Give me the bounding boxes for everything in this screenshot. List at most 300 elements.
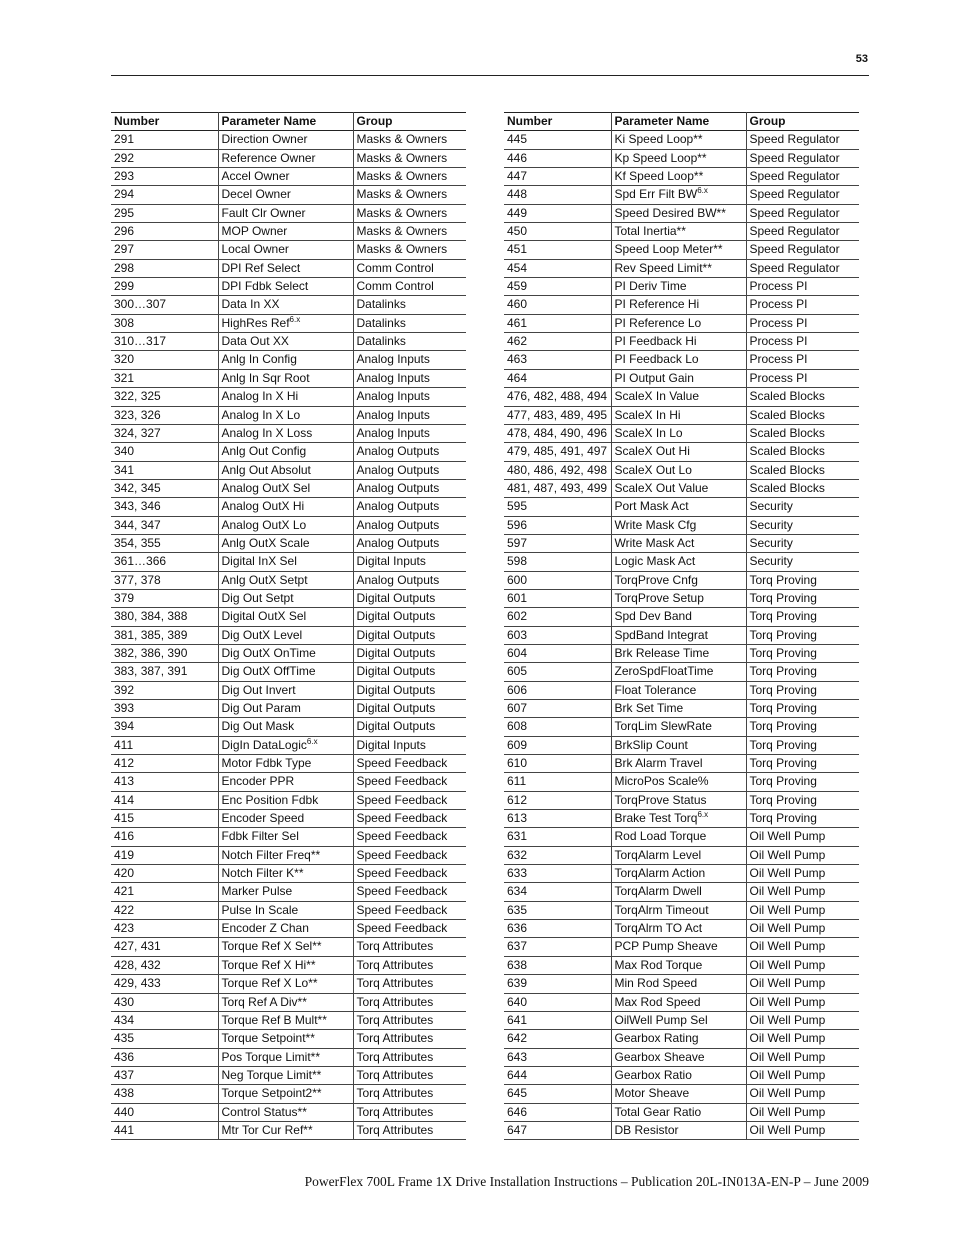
parameter-group: Speed Feedback [356, 756, 448, 771]
parameter-number: 607 [504, 700, 611, 718]
parameter-group: Scaled Blocks [749, 462, 825, 477]
parameter-group: Analog Outputs [356, 462, 440, 477]
parameter-name [611, 920, 746, 938]
parameter-group: Digital Outputs [356, 719, 436, 734]
table-row [504, 461, 859, 479]
parameter-number: 292 [111, 149, 218, 167]
table-row [504, 1121, 859, 1139]
parameter-name [611, 498, 746, 516]
table-row [504, 700, 859, 718]
parameter-group: Masks & Owners [356, 187, 448, 202]
parameter-group: Scaled Blocks [749, 389, 825, 404]
table-row [111, 278, 466, 296]
parameter-group: Torq Attributes [356, 976, 434, 991]
parameter-name-text: MOP Owner [221, 224, 288, 239]
parameter-name [611, 241, 746, 259]
parameter-group: Speed Regulator [749, 187, 840, 202]
parameter-name [611, 865, 746, 883]
parameter-group: Speed Feedback [356, 811, 448, 826]
parameter-name [218, 149, 353, 167]
table-row [504, 681, 859, 699]
column-header-number: Number [504, 113, 611, 131]
table-row [504, 626, 859, 644]
parameter-name-text: Dig Out Param [221, 701, 301, 715]
table-row [111, 865, 466, 883]
parameter-name [218, 204, 353, 222]
parameter-number: 445 [504, 131, 611, 149]
table-row [504, 993, 859, 1011]
parameter-number: 420 [111, 865, 218, 883]
parameter-number: 414 [111, 791, 218, 809]
parameter-name [611, 791, 746, 809]
table-row [111, 773, 466, 791]
parameter-name-text: Marker Pulse [221, 884, 293, 899]
table-row [504, 920, 859, 938]
parameter-name [611, 736, 746, 754]
table-row [504, 663, 859, 681]
table-row [504, 223, 859, 241]
parameter-name [218, 571, 353, 589]
parameter-number: 643 [504, 1048, 611, 1066]
parameter-name-text: Local Owner [221, 242, 289, 257]
parameter-number: 606 [504, 681, 611, 699]
table-row [111, 333, 466, 351]
table-row [111, 553, 466, 571]
parameter-group: Analog Outputs [356, 517, 440, 532]
table-row [111, 406, 466, 424]
table-row [111, 901, 466, 919]
parameter-name-text: Analog OutX Lo [221, 517, 307, 532]
parameter-group: Oil Well Pump [749, 1031, 826, 1046]
parameter-name [218, 1048, 353, 1066]
parameter-number: 429, 433 [111, 975, 218, 993]
table-row [111, 663, 466, 681]
parameter-name [218, 736, 353, 754]
parameter-name [218, 846, 353, 864]
parameter-name [611, 424, 746, 442]
parameter-number: 295 [111, 204, 218, 222]
parameter-name [218, 681, 353, 699]
parameter-number: 427, 431 [111, 938, 218, 956]
parameter-group: Datalinks [356, 315, 406, 330]
parameter-number: 423 [111, 920, 218, 938]
table-row [111, 388, 466, 406]
parameter-number: 321 [111, 369, 218, 387]
parameter-name-text: Speed Loop Meter** [614, 242, 723, 257]
parameter-number: 340 [111, 443, 218, 461]
table-row [111, 791, 466, 809]
table-row [504, 1011, 859, 1029]
parameter-name [611, 149, 746, 167]
parameter-group: Oil Well Pump [749, 957, 826, 972]
table-row [111, 736, 466, 754]
table-row [504, 865, 859, 883]
table-row [504, 1030, 859, 1048]
table-row [504, 479, 859, 497]
parameter-name-text: Notch Filter K** [221, 866, 304, 881]
parameter-name [218, 828, 353, 846]
parameter-number: 299 [111, 278, 218, 296]
table-row [504, 351, 859, 369]
table-header-row [504, 113, 859, 131]
parameter-group: Oil Well Pump [749, 1012, 826, 1027]
parameter-number: 461 [504, 314, 611, 332]
parameter-number: 595 [504, 498, 611, 516]
parameter-name-text: Max Rod Torque [614, 957, 703, 972]
parameter-number: 608 [504, 718, 611, 736]
parameter-name-text: TorqProve Cnfg [614, 572, 698, 587]
parameter-name-text: Anlg In Config [221, 352, 297, 367]
parameter-name-text: Anlg Out Config [221, 444, 307, 459]
table-row [504, 846, 859, 864]
parameter-name-text: DPI Ref Select [221, 260, 301, 275]
table-row [111, 168, 466, 186]
parameter-number: 324, 327 [111, 424, 218, 442]
parameter-name-text: Motor Sheave [614, 1086, 690, 1101]
parameter-name [611, 755, 746, 773]
version-superscript: 6.x [289, 314, 301, 324]
parameter-name-text: Spd Err Filt BW [614, 187, 698, 202]
parameter-name-text: Total Gear Ratio [614, 1104, 702, 1119]
parameter-number: 310…317 [111, 333, 218, 351]
table-row [111, 479, 466, 497]
parameter-number: 641 [504, 1011, 611, 1029]
parameter-name [611, 553, 746, 571]
parameter-name [218, 956, 353, 974]
parameter-name [611, 314, 746, 332]
parameter-number: 603 [504, 626, 611, 644]
parameter-group: Oil Well Pump [749, 921, 826, 936]
parameter-name [218, 589, 353, 607]
table-row [111, 314, 466, 332]
parameter-name [611, 333, 746, 351]
table-row [111, 644, 466, 662]
table-row [111, 571, 466, 589]
parameter-name-text: Notch Filter Freq** [221, 847, 321, 862]
table-row [504, 131, 859, 149]
version-superscript: 6.x [697, 810, 709, 820]
parameter-name [218, 461, 353, 479]
parameter-table-right [504, 112, 859, 1140]
parameter-number: 361…366 [111, 553, 218, 571]
parameter-name-text: Accel Owner [221, 169, 290, 184]
table-row [504, 938, 859, 956]
parameter-group: Torq Attributes [356, 1049, 434, 1064]
parameter-number: 478, 484, 490, 496 [504, 424, 611, 442]
parameter-name-text: Ki Speed Loop** [614, 132, 703, 147]
parameter-name [611, 1103, 746, 1121]
parameter-name-text: Brk Release Time [614, 645, 710, 660]
table-row [111, 993, 466, 1011]
parameter-group: Speed Feedback [356, 902, 448, 917]
table-row [111, 131, 466, 149]
parameter-name [611, 388, 746, 406]
table-row [504, 828, 859, 846]
table-row [504, 241, 859, 259]
parameter-name [218, 1011, 353, 1029]
parameter-name [611, 846, 746, 864]
parameter-group: Speed Feedback [356, 866, 448, 881]
parameter-name [611, 608, 746, 626]
parameter-name [218, 479, 353, 497]
parameter-name [611, 461, 746, 479]
parameter-name [218, 351, 353, 369]
table-row [504, 534, 859, 552]
table-row [504, 1085, 859, 1103]
parameter-group: Digital Outputs [356, 645, 436, 660]
parameter-name [611, 369, 746, 387]
table-row [111, 259, 466, 277]
table-row [504, 1066, 859, 1084]
parameter-group: Speed Regulator [749, 169, 840, 184]
parameter-name-text: TorqLim SlewRate [614, 719, 712, 734]
parameter-name-text: Speed Desired BW** [614, 205, 726, 220]
parameter-number: 464 [504, 369, 611, 387]
table-row [111, 975, 466, 993]
parameter-number: 343, 346 [111, 498, 218, 516]
parameter-name-text: Analog In X Hi [221, 389, 299, 404]
parameter-group: Torq Proving [749, 609, 817, 624]
parameter-group: Torq Proving [749, 811, 817, 826]
parameter-group: Torq Attributes [356, 1067, 434, 1082]
parameter-number: 322, 325 [111, 388, 218, 406]
parameter-name-text: Digital OutX Sel [221, 609, 307, 624]
table-row [504, 718, 859, 736]
parameter-group: Digital Outputs [356, 590, 436, 605]
parameter-number: 633 [504, 865, 611, 883]
parameter-name-text: TorqProve Status [614, 792, 707, 807]
parameter-group: Analog Outputs [356, 535, 440, 550]
parameter-name-text: Fdbk Filter Sel [221, 829, 299, 844]
parameter-name [611, 718, 746, 736]
parameter-number: 636 [504, 920, 611, 938]
parameter-name-text: Kf Speed Loop** [614, 169, 704, 184]
parameter-name [611, 351, 746, 369]
parameter-name-text: Enc Position Fdbk [221, 792, 319, 807]
parameter-number: 341 [111, 461, 218, 479]
parameter-name-text: ScaleX In Hi [614, 407, 681, 422]
parameter-name-text: Write Mask Cfg [614, 517, 697, 532]
parameter-name [611, 131, 746, 149]
table-row [504, 1048, 859, 1066]
parameter-name-text: Torque Ref X Lo** [221, 976, 318, 991]
parameter-group: Oil Well Pump [749, 829, 826, 844]
version-superscript: 6.x [697, 186, 708, 196]
parameter-name-text: TorqAlrm TO Act [614, 921, 703, 936]
parameter-name [611, 700, 746, 718]
parameter-number: 382, 386, 390 [111, 644, 218, 662]
parameter-group: Analog Outputs [356, 499, 440, 514]
parameter-group: Torq Proving [749, 792, 817, 807]
parameter-name-text: Digital InX Sel [221, 554, 297, 569]
parameter-name-text: Pos Torque Limit** [221, 1049, 320, 1064]
parameter-name [611, 571, 746, 589]
parameter-name [218, 296, 353, 314]
parameter-group: Analog Outputs [356, 444, 440, 459]
parameter-name [611, 589, 746, 607]
table-row [111, 700, 466, 718]
table-row [111, 1048, 466, 1066]
parameter-name-text: Analog OutX Hi [221, 499, 305, 514]
parameter-name-text: Brk Alarm Travel [614, 756, 703, 771]
parameter-group: Torq Attributes [356, 1012, 434, 1027]
parameter-group: Scaled Blocks [749, 480, 825, 495]
parameter-name-text: Torque Ref X Hi** [221, 957, 316, 972]
parameter-name-text: OilWell Pump Sel [614, 1012, 708, 1027]
parameter-group: Torq Proving [749, 590, 817, 605]
parameter-group: Digital Outputs [356, 627, 436, 642]
parameter-name-text: Analog OutX Sel [221, 480, 311, 495]
parameter-name-text: TorqAlarm Action [614, 866, 706, 881]
parameter-number: 438 [111, 1085, 218, 1103]
parameter-group: Datalinks [356, 297, 406, 312]
parameter-number: 416 [111, 828, 218, 846]
parameter-number: 411 [111, 736, 218, 754]
parameter-name [218, 314, 353, 332]
parameter-name [218, 883, 353, 901]
version-superscript: 6.x [306, 736, 318, 746]
parameter-group: Oil Well Pump [749, 847, 826, 862]
parameter-group: Scaled Blocks [749, 425, 825, 440]
parameter-name [611, 901, 746, 919]
parameter-group: Oil Well Pump [749, 866, 826, 881]
parameter-group: Speed Feedback [356, 792, 448, 807]
parameter-number: 640 [504, 993, 611, 1011]
parameter-name-text: PI Reference Lo [614, 315, 702, 330]
parameter-name-text: Dig Out Invert [221, 682, 296, 697]
table-row [111, 461, 466, 479]
parameter-name [611, 681, 746, 699]
parameter-name-text: ScaleX In Lo [614, 425, 683, 440]
parameter-name-text: Data In XX [221, 297, 280, 312]
parameter-number: 298 [111, 259, 218, 277]
parameter-name [611, 186, 746, 204]
table-row [504, 259, 859, 277]
table-row [504, 516, 859, 534]
parameter-group: Oil Well Pump [749, 902, 826, 917]
parameter-number: 448 [504, 186, 611, 204]
parameter-name-text: Anlg OutX Setpt [221, 572, 308, 587]
parameter-group: Torq Attributes [356, 994, 434, 1009]
table-row [111, 718, 466, 736]
parameter-number: 480, 486, 492, 498 [504, 461, 611, 479]
parameter-number: 428, 432 [111, 956, 218, 974]
table-row [111, 681, 466, 699]
table-row [111, 241, 466, 259]
parameter-group: Torq Proving [749, 719, 817, 734]
parameter-number: 446 [504, 149, 611, 167]
parameter-name [611, 938, 746, 956]
parameter-group: Digital Outputs [356, 609, 436, 624]
parameter-number: 436 [111, 1048, 218, 1066]
parameter-name [218, 700, 353, 718]
parameter-name-text: Decel Owner [221, 187, 291, 202]
table-row [504, 443, 859, 461]
parameter-name-text: Torq Ref A Div** [221, 994, 307, 1009]
parameter-group: Speed Regulator [749, 205, 840, 220]
parameter-name [611, 406, 746, 424]
parameter-number: 293 [111, 168, 218, 186]
header-rule [111, 75, 869, 76]
parameter-name [218, 168, 353, 186]
table-row [504, 424, 859, 442]
parameter-name-text: PI Reference Hi [614, 297, 700, 312]
parameter-number: 635 [504, 901, 611, 919]
parameter-group: Oil Well Pump [749, 976, 826, 991]
parameter-name [611, 1011, 746, 1029]
table-row [111, 846, 466, 864]
parameter-name-text: Anlg In Sqr Root [221, 370, 310, 385]
parameter-number: 647 [504, 1121, 611, 1139]
table-row [504, 1103, 859, 1121]
parameter-name-text: BrkSlip Count [614, 737, 688, 752]
parameter-name-text: PI Feedback Hi [614, 334, 697, 349]
parameter-number: 383, 387, 391 [111, 663, 218, 681]
parameter-group: Analog Inputs [356, 425, 430, 440]
parameter-name-text: Total Inertia** [614, 224, 686, 239]
parameter-name-text: Mtr Tor Cur Ref** [221, 1122, 313, 1137]
parameter-name-text: Gearbox Ratio [614, 1067, 692, 1082]
parameter-name [611, 278, 746, 296]
parameter-name-text: Brake Test Torq [614, 811, 698, 826]
parameter-group: Oil Well Pump [749, 1049, 826, 1064]
parameter-name [218, 1030, 353, 1048]
parameter-name-text: ScaleX In Value [614, 389, 699, 404]
parameter-number: 421 [111, 883, 218, 901]
parameter-number: 598 [504, 553, 611, 571]
parameter-group: Digital Inputs [356, 737, 426, 752]
table-row [111, 1103, 466, 1121]
table-row [111, 149, 466, 167]
table-row [504, 296, 859, 314]
parameter-group: Digital Outputs [356, 664, 436, 679]
table-row [504, 553, 859, 571]
parameter-number: 323, 326 [111, 406, 218, 424]
table-row [504, 791, 859, 809]
parameter-name-text: TorqAlrm Timeout [614, 902, 709, 917]
table-row [504, 406, 859, 424]
parameter-name [218, 644, 353, 662]
parameter-name-text: Anlg Out Absolut [221, 462, 311, 477]
table-row [504, 498, 859, 516]
parameter-name-text: PI Output Gain [614, 370, 694, 385]
table-row [504, 369, 859, 387]
parameter-group: Torq Proving [749, 645, 817, 660]
parameter-name-text: Brk Set Time [614, 701, 684, 715]
table-row [504, 204, 859, 222]
table-row [111, 1011, 466, 1029]
parameter-name [611, 296, 746, 314]
parameter-group: Process PI [749, 315, 808, 330]
parameter-name-text: SpdBand Integrat [614, 627, 708, 642]
parameter-name-text: Encoder Z Chan [221, 921, 309, 936]
parameter-group: Process PI [749, 279, 808, 294]
parameter-group: Speed Regulator [749, 224, 840, 239]
parameter-group: Security [749, 499, 793, 514]
parameter-number: 462 [504, 333, 611, 351]
parameter-number: 412 [111, 755, 218, 773]
parameter-group: Digital Outputs [356, 682, 436, 697]
parameter-name [218, 406, 353, 424]
parameter-number: 440 [111, 1103, 218, 1121]
table-row [504, 755, 859, 773]
parameter-group: Torq Proving [749, 682, 817, 697]
parameter-name-text: Motor Fdbk Type [221, 756, 312, 771]
parameter-number: 463 [504, 351, 611, 369]
parameter-name-text: PI Feedback Lo [614, 352, 699, 367]
table-row [504, 644, 859, 662]
parameter-name-text: ScaleX Out Lo [614, 462, 692, 477]
